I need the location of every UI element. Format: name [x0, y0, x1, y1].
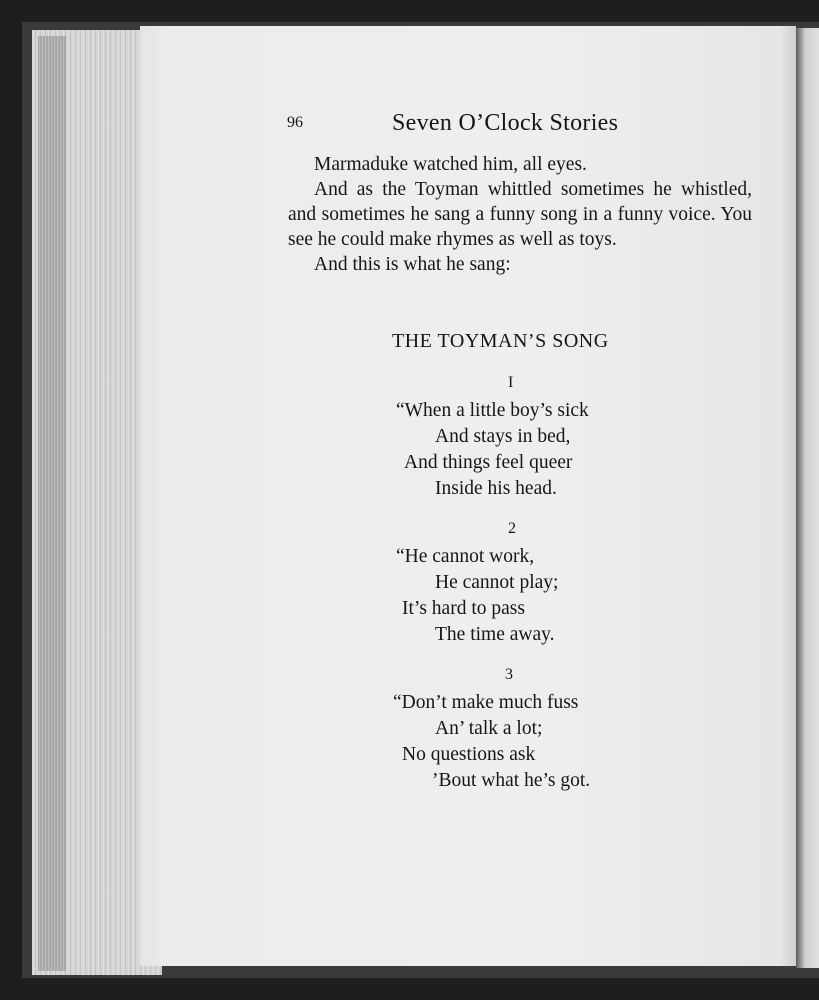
paragraph: And as the Toyman whittled sometimes he whistled, and sometimes he sang a funny song in a funny voice. You see he could make rhymes as well as toys.: [288, 179, 752, 250]
verse-number: 2: [508, 520, 516, 537]
prose-block: [288, 152, 752, 277]
poem-line: “He cannot work,: [396, 546, 535, 567]
paragraph: Marmaduke watched him, all eyes.: [314, 154, 587, 175]
song-title: THE TOYMAN’S SONG: [392, 330, 609, 352]
poem-line: “Don’t make much fuss: [393, 692, 579, 713]
poem-line: No questions ask: [402, 744, 536, 765]
poem-line: An’ talk a lot;: [435, 718, 543, 739]
poem-line: “When a little boy’s sick: [396, 400, 589, 421]
poem-line: He cannot play;: [435, 572, 559, 593]
paragraph: And this is what he sang:: [314, 254, 511, 275]
page-stack-shadow: [38, 36, 66, 971]
poem-line: Inside his head.: [435, 478, 557, 499]
poem-line: It’s hard to pass: [402, 598, 525, 619]
verse-number: 3: [505, 666, 513, 683]
poem-line: ’Bout what he’s got.: [432, 770, 591, 791]
verse-number: I: [508, 374, 514, 391]
running-head: Seven O’Clock Stories: [392, 110, 619, 136]
page-number: 96: [287, 114, 303, 131]
facing-page-edge: [796, 28, 819, 968]
poem-line: And things feel queer: [404, 452, 573, 473]
poem-line: And stays in bed,: [435, 426, 571, 447]
poem-line: The time away.: [435, 624, 555, 645]
